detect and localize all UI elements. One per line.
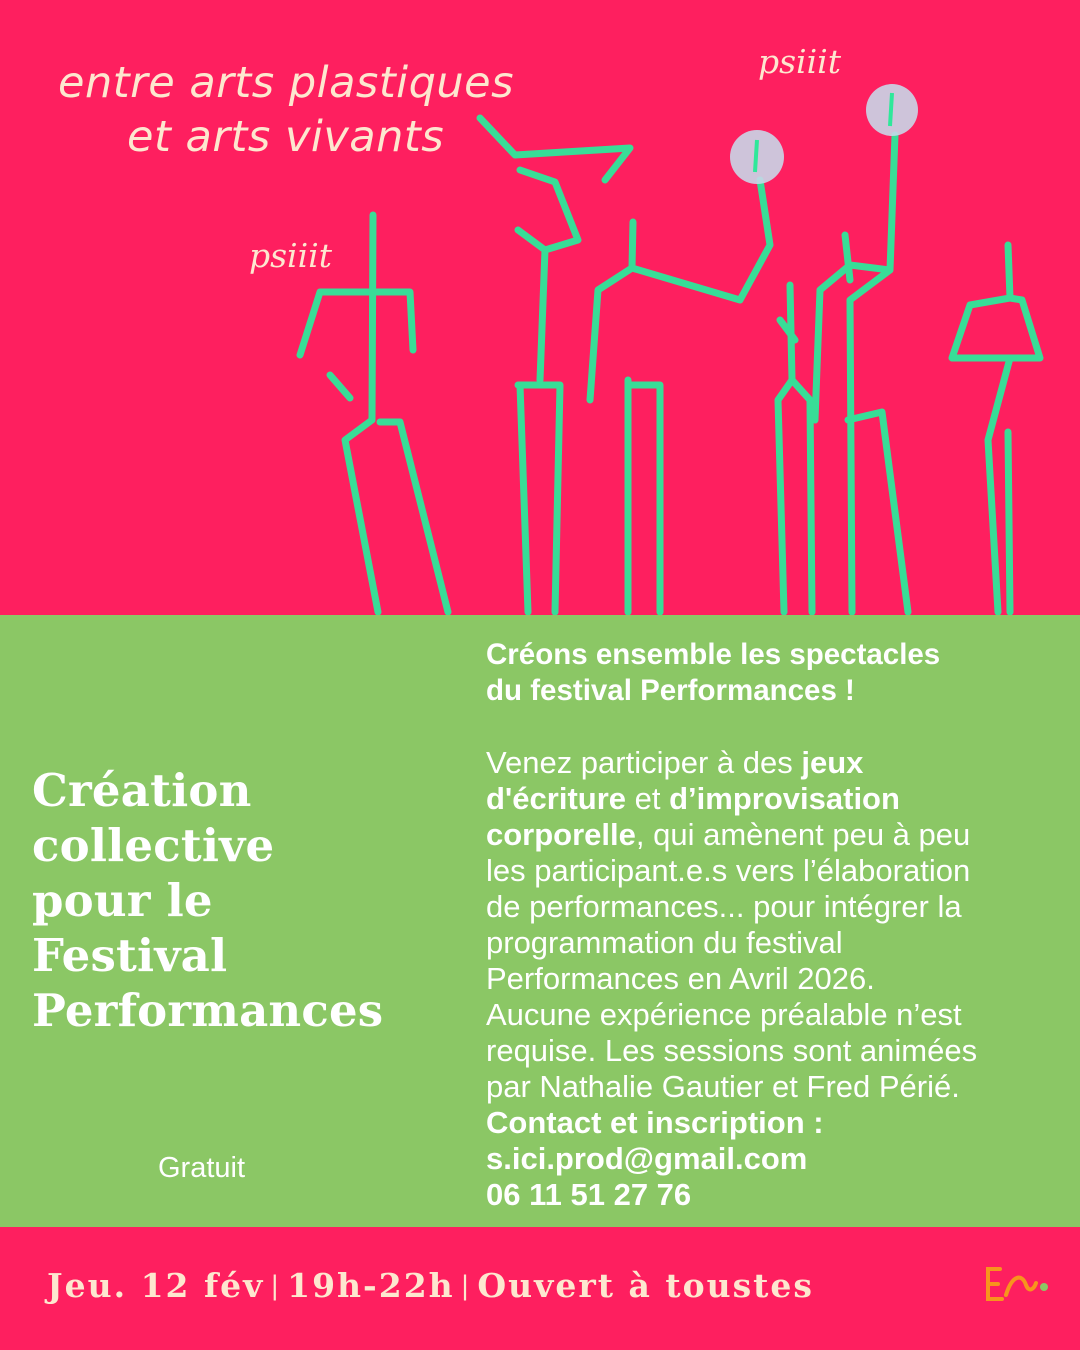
whisper-text-top: psiiit <box>758 42 841 81</box>
spacer <box>486 709 1061 745</box>
contact-email-link[interactable]: s.ici.prod@gmail.com <box>486 1141 808 1176</box>
body-emphasis: d'écriture <box>486 781 627 816</box>
title-line: Création <box>32 764 252 817</box>
body-line <box>486 745 1061 781</box>
headline-line-2: du festival Performances ! <box>486 674 855 707</box>
body-line: Performances en Avril 2026. <box>486 961 875 996</box>
body-emphasis: corporelle <box>486 817 636 852</box>
event-description <box>486 637 1061 1213</box>
body-text: et <box>626 781 670 816</box>
tagline <box>0 56 560 164</box>
contact-label: Contact et inscription : <box>486 1105 824 1140</box>
tagline-line-1: entre arts plastiques <box>58 57 515 108</box>
illustration-banner <box>0 0 1080 615</box>
info-panel <box>0 615 1080 1227</box>
tagline-line-2: et arts vivants <box>127 111 445 162</box>
event-details-bar <box>0 1227 1080 1350</box>
price-label: Gratuit <box>158 1152 246 1184</box>
title-line: Performances <box>32 984 384 1037</box>
title-line: collective <box>32 819 275 872</box>
body-line <box>486 817 1061 853</box>
separator: | <box>460 1271 472 1301</box>
body-line: programmation du festival <box>486 925 843 960</box>
body-line: les participant.e.s vers l’élaboration <box>486 853 971 888</box>
body-emphasis: jeux <box>801 745 864 780</box>
event-schedule <box>47 1265 814 1310</box>
event-audience: Ouvert à toustes <box>477 1266 814 1305</box>
brand-logo-icon <box>982 1265 1054 1305</box>
body-text: , qui amènent peu à peu <box>635 817 971 852</box>
whisper-text-left: psiiit <box>249 236 332 275</box>
body-line: par Nathalie Gautier et Fred Périé. <box>486 1069 960 1104</box>
body-line: Aucune expérience préalable n’est <box>486 997 962 1032</box>
event-time: 19h-22h <box>287 1266 455 1305</box>
body-line <box>486 781 1061 817</box>
body-text: Venez participer à des <box>486 745 802 780</box>
event-title <box>32 763 472 1038</box>
separator: | <box>270 1271 282 1301</box>
title-line: Festival <box>32 929 228 982</box>
body-line: requise. Les sessions sont animées <box>486 1033 978 1068</box>
body-line: de performances... pour intégrer la <box>486 889 962 924</box>
body-emphasis: d’improvisation <box>669 781 900 816</box>
event-date: Jeu. 12 fév <box>47 1266 265 1305</box>
contact-phone-link[interactable]: 06 11 51 27 76 <box>486 1177 692 1212</box>
title-line: pour le <box>32 874 213 927</box>
headline-line-1: Créons ensemble les spectacles <box>486 638 941 671</box>
